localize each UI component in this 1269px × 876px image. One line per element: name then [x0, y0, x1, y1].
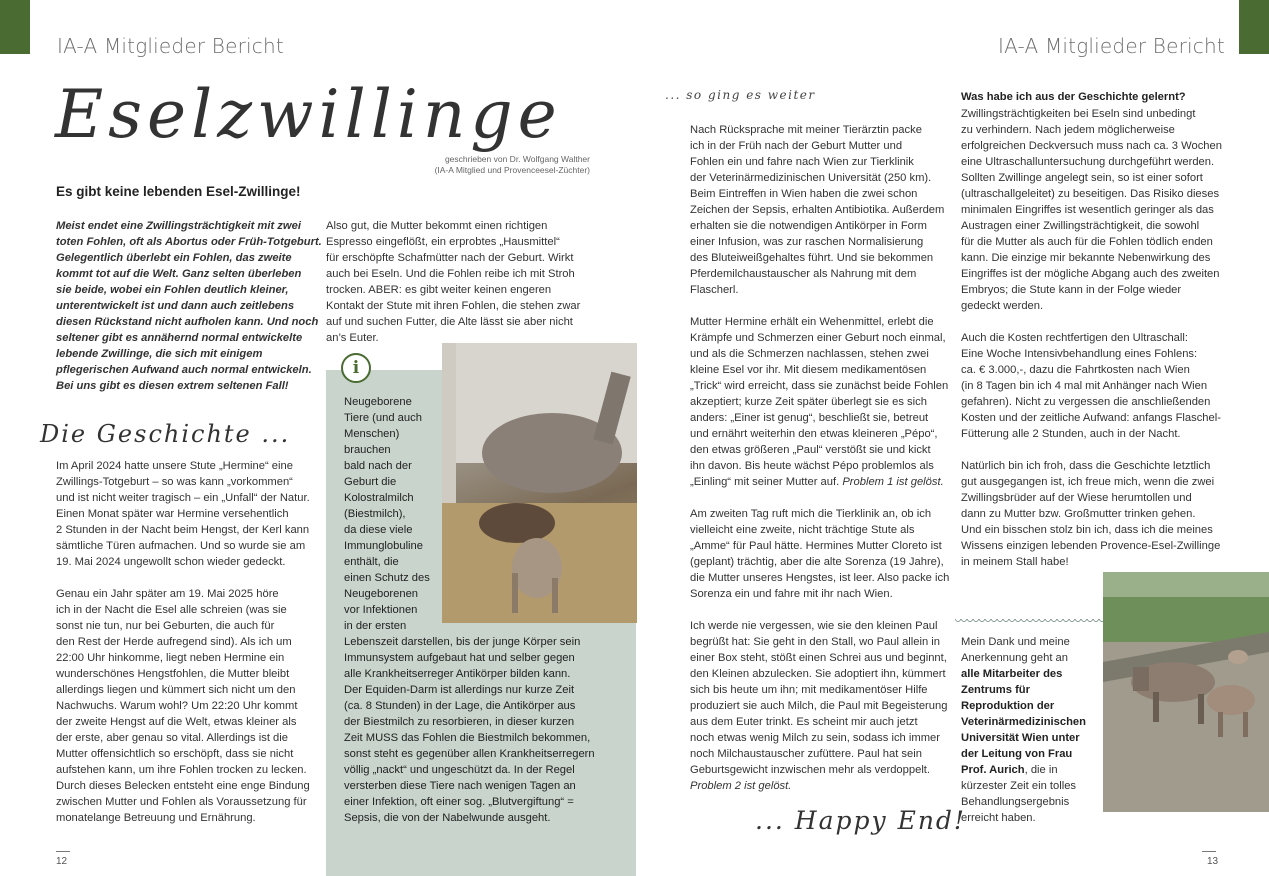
info-box-line: Neugeborenen — [344, 588, 419, 600]
column-4-line: Kosten und der zeitliche Aufwand: anfangs Flaschel- — [961, 412, 1221, 424]
info-box-line: Lebenszeit darstellen, bis der junge Körper sein — [344, 636, 581, 648]
column-3-line: Nach Rücksprache mit meiner Tierärztin packe — [690, 124, 922, 136]
column-1-line: Zwillings-Totgeburt – so was kann „vorkommen“ — [56, 476, 293, 488]
column-1-line: Im April 2024 hatte unsere Stute „Hermine“ eine — [56, 460, 293, 472]
column-1-line — [56, 570, 326, 586]
thanks-recipient-line: Zentrums für — [961, 684, 1030, 696]
thanks-tail-line: erreicht haben. — [961, 812, 1036, 824]
section-heading-story: Die Geschichte ... — [40, 420, 291, 448]
column-4-line: Wissens einzigen lebenden Provence-Esel-Zwillinge — [961, 540, 1221, 552]
byline-role: (IA-A Mitglied und Provenceesel-Züchter) — [434, 165, 590, 175]
column-4-line: gefahren). Nicht zu vergessen die anschließenden — [961, 396, 1211, 408]
column-3-line: einer Infusion, was zur raschen Normalisierung — [690, 236, 924, 248]
continued-heading: ... so ging es weiter — [665, 88, 816, 102]
column-3-line: Geburtsgewicht inzwischen mehr als verdoppelt. — [690, 764, 931, 776]
info-box-text-narrow — [344, 394, 444, 634]
thanks-line-2: Anerkennung geht an — [961, 652, 1068, 664]
column-3-line: „Amme“ für Paul hätte. Hermines Mutter Cloreto ist — [690, 540, 942, 552]
left-page-header: IA-A Mitglieder Bericht — [57, 34, 284, 58]
column-3-line: akzeptiert; kurze Zeit später überlegt sie es sich — [690, 396, 927, 408]
lead-line: toten Fohlen, oft als Abortus oder Früh-Totgeburt. — [56, 236, 322, 248]
lead-line: pflegerischen Aufwand auch normal entwickeln. — [56, 364, 312, 376]
byline — [432, 154, 590, 176]
column-3-line: erhalten sie die notwendigen Antikörper in Form — [690, 220, 927, 232]
column-1-line: zwischen Mutter und Fohlen als Voraussetzung für — [56, 796, 307, 808]
outdoor-photo-illustration — [1103, 572, 1269, 812]
column-1-line: Nachwuchs. Warum wohl? Um 22:20 Uhr kommt — [56, 700, 298, 712]
column-1-text — [56, 458, 326, 826]
info-box-line: völlig „nackt“ und ungeschützt da. In der Regel — [344, 764, 575, 776]
column-2-line: auch bei Eseln. Und die Fohlen reibe ich mit Stroh — [326, 268, 575, 280]
column-2-text — [326, 218, 591, 346]
lead-line: seltener gibt es annähernd normal entwickelte — [56, 332, 303, 344]
lead-line: lebende Zwillinge, die sich mit einigem — [56, 348, 263, 360]
info-box-line: Zeit MUSS das Fohlen die Biestmilch bekommen, — [344, 732, 591, 744]
info-box-line: Tiere (und auch — [344, 412, 422, 424]
column-4-line: (ultraschallgeleitet) zu beseitigen. Das Risiko dieses — [961, 188, 1220, 200]
column-3-line: Am zweiten Tag ruft mich die Tierklinik an, ob ich — [690, 508, 932, 520]
paragraph-spacer — [690, 490, 950, 506]
right-corner-tab — [1239, 0, 1269, 54]
column-4-line: minimalen Eingriffes ist wesentlich geringer als das — [961, 204, 1214, 216]
column-3-line — [690, 602, 950, 618]
column-1-line: Mutter offensichtlich so erschöpft, dass sie nicht — [56, 748, 294, 760]
column-4-line: Sollten Zwillinge angelegt sein, so ist einer sofort — [961, 172, 1203, 184]
column-3-line: den etwas größeren „Paul“ verstößt sie und kickt — [690, 444, 931, 456]
byline-author: geschrieben von Dr. Wolfgang Walther — [444, 154, 590, 164]
column-4-line: Embryos; die Stute kann in der Folge wieder — [961, 284, 1182, 296]
column-1-line: der zweite Hengst auf die Welt, etwas kleiner als — [56, 716, 297, 728]
column-1-line: 2 Stunden in der Nacht beim Hengst, der Kerl kann — [56, 524, 310, 536]
problem-2-solved: Problem 2 ist gelöst. — [690, 780, 792, 792]
column-4-line: gedeckt werden. — [961, 300, 1044, 312]
thanks-recipient-line: Veterinärmedizinischen — [961, 716, 1086, 728]
info-box-line: Kolostralmilch — [344, 492, 414, 504]
column-3-line: Beim Eintreffen in Wien haben die zwei schon — [690, 188, 918, 200]
column-3-line: die Mutter unseres Hengstes, ist leer. Also packe ich — [690, 572, 950, 584]
column-3-line: Krämpfe und Schmerzen einer Geburt noch einmal, — [690, 332, 946, 344]
column-4-line: Fütterung alle 2 Stunden, auch in der Nacht. — [961, 428, 1181, 440]
info-box-line: (Biestmilch), — [344, 508, 406, 520]
column-3-line: den Kleinen abzulecken. Sie adoptiert ihn, kümmert — [690, 668, 946, 680]
column-3-line: Pferdemilchaustauscher als Nahrung mit dem — [690, 268, 917, 280]
column-4-line: Natürlich bin ich froh, dass die Geschichte letztlich — [961, 460, 1211, 472]
column-2-line: für erschöpfte Schafmütter nach der Geburt. Wirkt — [326, 252, 574, 264]
photo-foals-in-stable — [442, 343, 637, 623]
right-page-header: IA-A Mitglieder Bericht — [998, 34, 1225, 58]
thanks-recipient-line: der Leitung von Frau — [961, 748, 1073, 760]
column-1-line: 19. Mai 2024 ungewollt schon wieder gedeckt. — [56, 556, 286, 568]
column-4-line: eine Ultraschalluntersuchung durchgeführt werden. — [961, 156, 1215, 168]
column-2-line: Kontakt der Stute mit ihren Fohlen, die stehen zwar — [326, 300, 581, 312]
thanks-recipients — [961, 666, 1103, 762]
page-number-rule-right — [1202, 851, 1216, 852]
column-1-line: 22:00 Uhr hinkomme, liegt neben Hermine ein — [56, 652, 285, 664]
column-2-line: auf und suchen Futter, die Alte lässt sie aber nicht — [326, 316, 573, 328]
column-1-line: aufstehen kann, um ihre Fohlen trocken zu lecken. — [56, 764, 307, 776]
column-3-line: anders: „Einer ist genug“, beschließt sie, betreut — [690, 412, 929, 424]
info-box-line: Neugeborene — [344, 396, 412, 408]
column-2-line: Espresso eingeflößt, ein erprobtes „Hausmittel“ — [326, 236, 560, 248]
lead-line: Bei uns gibt es diesen extrem seltenen Fall! — [56, 380, 289, 392]
thanks-tail-line: Behandlungsergebnis — [961, 796, 1070, 808]
column-1-line: monatelange Betreuung und Ernährung. — [56, 812, 256, 824]
column-3-line: Mutter Hermine erhält ein Wehenmittel, erlebt die — [690, 316, 934, 328]
column-4-line: Eine Woche Intensivbehandlung eines Fohlens: — [961, 348, 1198, 360]
column-4-line: Zwillingsbrüder auf der Wiese herumtollen und — [961, 492, 1192, 504]
column-3-line: „Einling“ mit seiner Mutter auf. Problem 1 ist gelöst. — [690, 476, 944, 488]
column-4-line: Eingriffes ist der mögliche Abgang auch des zweiten — [961, 268, 1220, 280]
lead-line: sie beide, wobei ein Fohlen deutlich kleiner, — [56, 284, 289, 296]
column-3-line: (geplant) trächtig, aber die alte Sorenza (19 Jahre), — [690, 556, 944, 568]
lead-line: Meist endet eine Zwillingsträchtigkeit mit zwei — [56, 220, 301, 232]
column-1-line: den Rest der Herde aufregend sind). Als ich um — [56, 636, 292, 648]
info-box-line: Sepsis, die von der Nabelwunde ausgeht. — [344, 812, 551, 824]
column-4-line — [961, 314, 1223, 330]
column-4-line: (in 8 Tagen bin ich 4 mal mit Anhänger nach Wien — [961, 380, 1208, 392]
column-3-line: Sorenza ein und fahre mit ihr nach Wien. — [690, 588, 893, 600]
thanks-tail — [961, 778, 1103, 826]
problem-1-solved: Problem 1 ist gelöst. — [839, 476, 944, 488]
column-4-line: erfolgreichen Deckversuch muss nach ca. 3 Wochen — [961, 140, 1222, 152]
column-4-line: in meinem Stall habe! — [961, 556, 1069, 568]
column-3-line: Ich werde nie vergessen, wie sie den kleinen Paul — [690, 620, 938, 632]
lead-line: kommt tot auf die Welt. Ganz selten überleben — [56, 268, 302, 280]
column-3-line: kleine Esel vor ihr. Mit diesem medikamentösen — [690, 364, 927, 376]
column-4-line: ca. € 3.000,-, dazu die Fahrtkosten nach Wien — [961, 364, 1190, 376]
info-box-line: enthält, die — [344, 556, 399, 568]
info-box-line: sonst steht es gegenüber allen Krankheitserregern — [344, 748, 595, 760]
column-3-line: Fohlen ein und fahre nach Wien zur Tierklinik — [690, 156, 914, 168]
info-box-line: Der Equiden-Darm ist allerdings nur kurze Zeit — [344, 684, 575, 696]
column-4-line: Austragen einer Zwillingsträchtigkeit, die sowohl — [961, 220, 1200, 232]
column-4-line: zu verhindern. Nach jedem möglicherweise — [961, 124, 1175, 136]
photo-donkeys-outdoors — [1103, 572, 1269, 812]
page-number-left: 12 — [56, 856, 68, 867]
info-box-line: Immunsystem aufgebaut hat und selber gegen — [344, 652, 575, 664]
lead-line: unterentwickelt ist und dann auch zeitlebens — [56, 300, 295, 312]
left-corner-tab — [0, 0, 30, 54]
info-icon-glyph: i — [352, 358, 360, 378]
column-3-line: sich bis heute um ihn; mit medikamentöser Hilfe — [690, 684, 928, 696]
column-4-line: kann. Die einzige mir bekannte Nebenwirkung des — [961, 252, 1211, 264]
column-1-line: sonst nie tun, nur bei Geburten, die auch für — [56, 620, 275, 632]
info-box-line: Menschen) — [344, 428, 400, 440]
column-3-line: produziert sie auch Milch, die Paul mit Begeisterung — [690, 700, 948, 712]
column-1-line: sämtliche Türen aufmachen. Und so wurde sie am — [56, 540, 306, 552]
info-box-line: (ca. 8 Stunden) in der Lage, die Antikörper aus — [344, 700, 576, 712]
column-3-line: aus dem Euter trinkt. Es scheint mir auch jetzt — [690, 716, 918, 728]
column-1-line: und ist nicht weiter tragisch – ein „Unfall“ der Natur. — [56, 492, 310, 504]
column-3-line: des Bluteiweißgehaltes führt. Und sie bekommen — [690, 252, 934, 264]
column-3-line: vielleicht eine zweite, nicht trächtige Stute als — [690, 524, 915, 536]
column-3-line: begrüßt hat: Sie geht in den Stall, wo Paul allein in — [690, 636, 941, 648]
column-1-line: der erste, aber genau so vital. Allerdings ist die — [56, 732, 288, 744]
lead-line: Gelegentlich überlebt ein Fohlen, das zweite — [56, 252, 292, 264]
info-box-line: in der ersten — [344, 620, 407, 632]
page-number-right: 13 — [1207, 856, 1219, 867]
column-3-line: noch etwas wenig Milch zu sein, sodass ich immer — [690, 732, 940, 744]
thanks-note — [961, 634, 1103, 826]
info-box-line: Geburt die — [344, 476, 397, 488]
column-3-line: noch Milchaustauscher zufüttere. Paul hat sein — [690, 748, 922, 760]
column-3-line: und ernährt weiterhin den etwas kleineren „Pépo“, — [690, 428, 938, 440]
column-3-line: Flascherl. — [690, 284, 739, 296]
info-box-line: versterben diese Tiere nach wenigen Tagen an — [344, 780, 576, 792]
column-4-line: Auch die Kosten rechtfertigen den Ultraschall: — [961, 332, 1188, 344]
column-2-line: Also gut, die Mutter bekommt einen richtigen — [326, 220, 548, 232]
lead-line: diesen Rückstand nicht aufholen kann. Und noch — [56, 316, 319, 328]
column-1-line: wunderschönes Hengstfohlen, die Mutter bleibt — [56, 668, 290, 680]
lead-paragraph — [56, 218, 326, 394]
column-4-line — [961, 442, 1223, 458]
thanks-line-1: Mein Dank und meine — [961, 636, 1070, 648]
lessons-heading: Was habe ich aus der Geschichte gelernt? — [961, 91, 1186, 103]
column-4-line: für die Mutter als auch für die Fohlen tödlich enden — [961, 236, 1213, 248]
column-2-line: an’s Euter. — [326, 332, 379, 344]
thanks-recipient-line: Universität Wien unter — [961, 732, 1080, 744]
column-3-line: ich in der Früh nach der Geburt Mutter und — [690, 140, 903, 152]
thanks-name: Prof. Aurich — [961, 764, 1025, 776]
thanks-name-line — [961, 762, 1103, 778]
info-box-line: einen Schutz des — [344, 572, 430, 584]
column-2-line: trocken. ABER: es gibt weiter keinen engeren — [326, 284, 552, 296]
info-box-line: vor Infektionen — [344, 604, 418, 616]
column-1-line: allerdings liegen und kümmert sich nicht um den — [56, 684, 296, 696]
column-3-line: einer Box steht, stößt einen Schrei aus und beginnt, — [690, 652, 947, 664]
column-3-line: Zeichen der Sepsis, erhalten Antibiotika. Außerdem — [690, 204, 945, 216]
info-box-text-wide — [344, 634, 629, 826]
column-1-line: Genau ein Jahr später am 19. Mai 2025 höre — [56, 588, 279, 600]
info-box-line: bald nach der — [344, 460, 412, 472]
column-1-line: Einen Monat später war Hermine versehentlich — [56, 508, 289, 520]
article-subtitle: Es gibt keine lebenden Esel-Zwillinge! — [56, 184, 301, 199]
article-title: Eselzwillinge — [55, 76, 562, 153]
info-icon — [341, 353, 371, 383]
stable-photo-illustration — [442, 343, 637, 623]
column-3-line: ihn davon. Bis heute wächst Pépo problemlos als — [690, 460, 934, 472]
info-box-line: da diese viele — [344, 524, 413, 536]
info-box-line: Immunglobuline — [344, 540, 423, 552]
column-3-line: der Veterinärmedizinischen Universität (250 km). — [690, 172, 932, 184]
thanks-tail-start: , die in — [1024, 764, 1058, 776]
column-4-line: Zwillingsträchtigkeiten bei Eseln sind unbedingt — [961, 108, 1196, 120]
info-box-line: einer Infektion, oft einer sog. „Blutvergiftung“ = — [344, 796, 574, 808]
column-3-text — [690, 122, 950, 794]
info-box-line: brauchen — [344, 444, 391, 456]
column-3-line — [690, 298, 950, 314]
happy-end: ... Happy End! — [755, 806, 966, 835]
column-3-line: und als die Schmerzen nachlassen, stehen zwei — [690, 348, 929, 360]
column-1-line: ich in der Nacht die Esel alle schreien (was sie — [56, 604, 287, 616]
info-box-line: der Biestmilch zu resorbieren, in dieser kurzen — [344, 716, 575, 728]
column-4-line: gut ausgegangen ist, ich freue mich, wenn die zwei — [961, 476, 1215, 488]
column-4-text — [961, 106, 1223, 570]
column-1-line: Durch dieses Belecken entsteht eine enge Bindung — [56, 780, 310, 792]
thanks-recipient-line: Reproduktion der — [961, 700, 1055, 712]
thanks-recipient-line: alle Mitarbeiter des — [961, 668, 1063, 680]
column-3-line: „Trick“ wird erreicht, dass sie zunächst beide Fohlen — [690, 380, 949, 392]
column-4-line: Und ein bisschen stolz bin ich, dass ich die meines — [961, 524, 1213, 536]
column-4-line: dann zu Mutter bzw. Großmutter trinken gehen. — [961, 508, 1196, 520]
info-box-line: alle Krankheitserreger Antikörper bilden kann. — [344, 668, 571, 680]
thanks-divider — [955, 619, 1105, 625]
thanks-tail-line: kürzester Zeit ein tolles — [961, 780, 1077, 792]
page-number-rule-left — [56, 851, 70, 852]
